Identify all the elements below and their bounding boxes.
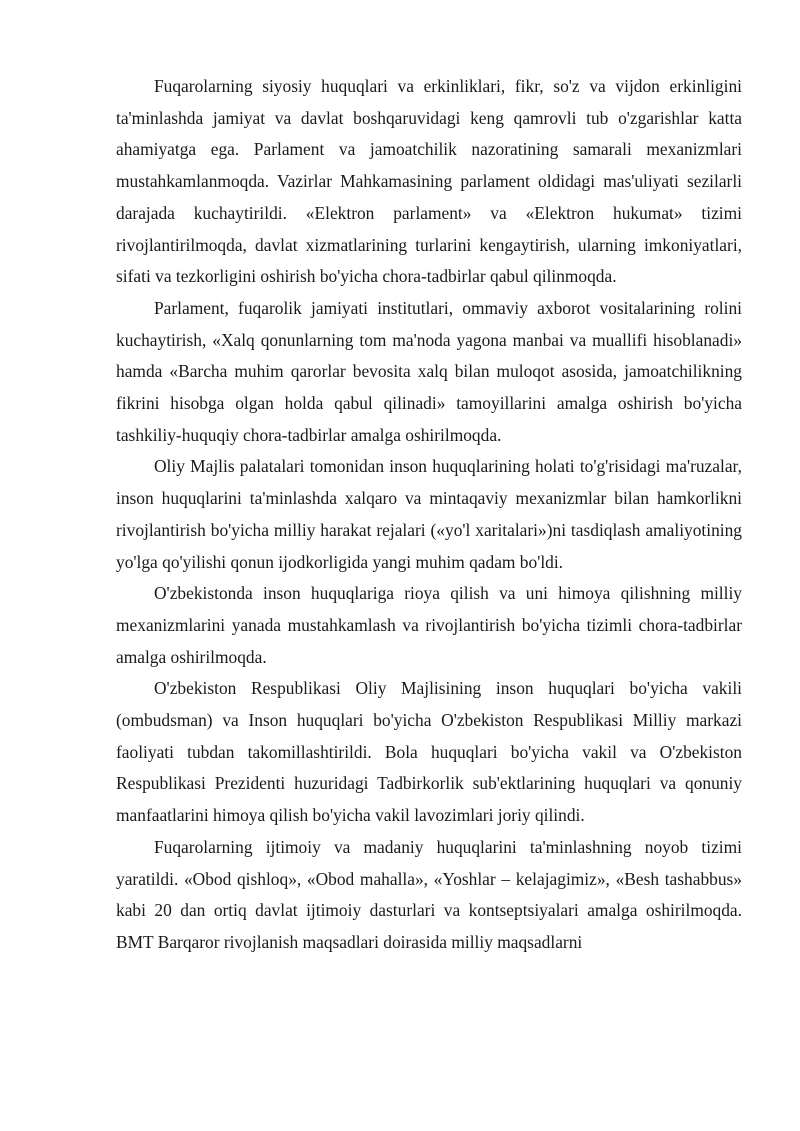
document-page [116, 71, 742, 959]
paragraph-oliy-majlis-reports: Oliy Majlis palatalari tomonidan inson huquqlarining holati to'g'risidagi ma'ruzalar, inson huquqlarini ta'minlashda xalqaro va mintaqaviy mexanizmlar bilan hamkorlikni rivojlantirish bo'yicha milliy harakat rejalari («yo'l xaritalari»)ni tasdiqlash amaliyotining yo'lga qo'yilishi qonun ijodkorligida yangi muhim qadam bo'ldi. [116, 456, 742, 572]
paragraph-ombudsman: O'zbekiston Respublikasi Oliy Majlisining inson huquqlari bo'yicha vakili (ombudsman) va Inson huquqlari bo'yicha O'zbekiston Respublikasi Milliy markazi faoliyati tubdan takomillashtirildi. Bola huquqlari bo'yicha vakil va O'zbekiston Respublikasi Prezidenti huzuridagi Tadbirkorlik sub'ektlarining huquqlari va qonuniy manfaatlarini himoya qilish bo'yicha vakil lavozimlari joriy qilindi. [116, 678, 742, 826]
paragraph-political-rights: Fuqarolarning siyosiy huquqlari va erkinliklari, fikr, so'z va vijdon erkinligini ta'minlashda jamiyat va davlat boshqaruvidagi keng qamrovli tub o'zgarishlar katta ahamiyatga ega. Parlament va jamoatchilik nazoratining samarali mexanizmlari mustahkamlanmoqda. Vazirlar Mahkamasining parlament oldidagi mas'uliyati sezilarli darajada kuchaytirildi. «Elektron parlament» va «Elektron hukumat» tizimi rivojlantirilmoqda, davlat xizmatlarining turlarini kengaytirish, ularning imkoniyatlari, sifati va tezkorligini oshirish bo'yicha chora-tadbirlar qabul qilinmoqda. [116, 76, 742, 287]
paragraph-social-cultural-rights: Fuqarolarning ijtimoiy va madaniy huquqlarini ta'minlashning noyob tizimi yaratildi. «Obod qishloq», «Obod mahalla», «Yoshlar – kelajagimiz», «Besh tashabbus» kabi 20 dan ortiq davlat ijtimoiy dasturlari va kontseptsiyalari amalga oshirilmoqda. BMT Barqaror rivojlanish maqsadlari doirasida milliy maqsadlarni [116, 836, 742, 952]
paragraph-national-mechanisms: O'zbekistonda inson huquqlariga rioya qilish va uni himoya qilishning milliy mexanizmlarini yanada mustahkamlash va rivojlantirish bo'yicha tizimli chora-tadbirlar amalga oshirilmoqda. [116, 583, 742, 667]
paragraph-parliament-civil-society: Parlament, fuqarolik jamiyati institutlari, ommaviy axborot vositalarining rolini kuchaytirish, «Xalq qonunlarning tom ma'noda yagona manbai va muallifi hisoblanadi» hamda «Barcha muhim qarorlar bevosita xalq bilan muloqot asosida, jamoatchilikning fikrini hisobga olgan holda qabul qilinadi» tamoyillarini amalga oshirish bo'yicha tashkiliy-huquqiy chora-tadbirlar amalga oshirilmoqda. [116, 297, 742, 445]
